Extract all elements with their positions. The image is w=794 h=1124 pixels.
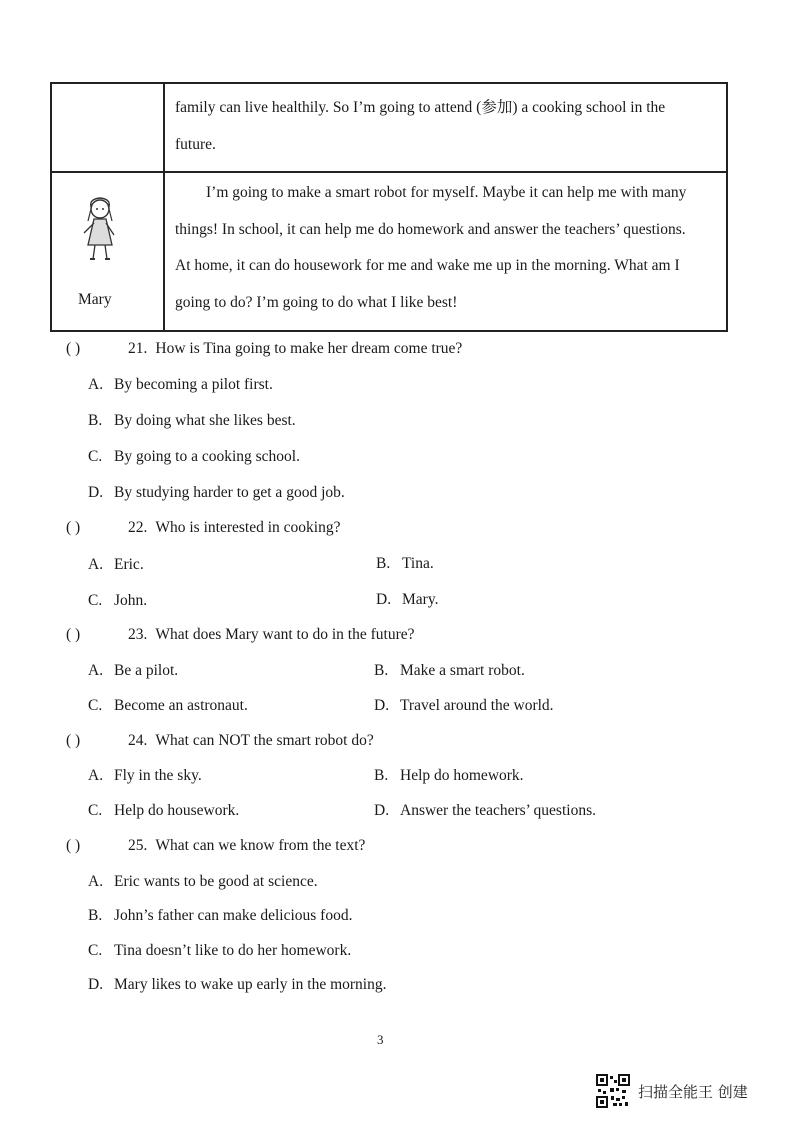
option-a: A. Fly in the sky. — [88, 767, 202, 784]
passage-line: I’m going to make a smart robot for myself. Maybe it can help me with many — [206, 184, 687, 201]
question-text: What can NOT the smart robot do? — [155, 732, 374, 749]
option-c: C. By going to a cooking school. — [88, 448, 300, 465]
question-21 — [66, 340, 462, 358]
question-text: Who is interested in cooking? — [155, 519, 341, 536]
answer-blank[interactable]: ( ) — [66, 626, 81, 643]
answer-blank[interactable]: ( ) — [66, 837, 81, 854]
question-23 — [66, 626, 415, 644]
question-text: What can we know from the text? — [155, 837, 366, 854]
option-d: D. Mary likes to wake up early in the morning. — [88, 976, 387, 993]
passage-line: things! In school, it can help me do homework and answer the teachers’ questions. — [175, 220, 686, 238]
option-b: B. Make a smart robot. — [374, 662, 525, 679]
option-b: B. Help do homework. — [374, 767, 524, 784]
question-22 — [66, 519, 340, 537]
option-a: A. Be a pilot. — [88, 662, 179, 679]
question-number: 25. — [128, 837, 148, 854]
option-a: A. Eric. — [88, 556, 144, 573]
option-a: A. By becoming a pilot first. — [88, 376, 273, 393]
option-d: D. By studying harder to get a good job. — [88, 484, 345, 501]
question-text: How is Tina going to make her dream come true? — [155, 340, 463, 357]
option-a: A. Eric wants to be good at science. — [88, 873, 318, 890]
scanner-watermark — [596, 1074, 748, 1108]
table-row — [52, 171, 726, 330]
option-d: D. Travel around the world. — [374, 697, 554, 714]
option-d: D. Answer the teachers’ questions. — [374, 802, 596, 819]
passage-line: At home, it can do housework for me and wake me up in the morning. What am I — [175, 257, 680, 274]
passage-line: future. — [175, 135, 216, 153]
girl-illustration-icon — [78, 195, 122, 265]
answer-blank[interactable]: ( ) — [66, 340, 81, 357]
option-c: C. Tina doesn’t like to do her homework. — [88, 942, 352, 959]
question-number: 23. — [128, 626, 148, 643]
question-24 — [66, 732, 374, 750]
page-number: 3 — [377, 1032, 384, 1047]
table-row — [52, 84, 726, 171]
question-25 — [66, 837, 365, 855]
option-c: C. Help do housework. — [88, 802, 240, 819]
passage-table — [50, 82, 728, 332]
qr-code-icon — [596, 1074, 630, 1108]
option-c: C. John. — [88, 592, 148, 609]
question-number: 24. — [128, 732, 148, 749]
option-b: B. Tina. — [376, 555, 434, 572]
question-number: 21. — [128, 340, 148, 357]
option-d: D. Mary. — [376, 591, 439, 608]
name-cell — [52, 84, 165, 171]
answer-blank[interactable]: ( ) — [66, 519, 81, 536]
option-b: B. John’s father can make delicious food. — [88, 907, 353, 924]
question-text: What does Mary want to do in the future? — [155, 626, 415, 643]
option-b: B. By doing what she likes best. — [88, 412, 296, 429]
question-number: 22. — [128, 519, 148, 536]
passage-text-cell — [165, 84, 726, 171]
name-cell — [52, 173, 165, 330]
answer-blank[interactable]: ( ) — [66, 732, 81, 749]
scanner-credit: 扫描全能王 创建 — [638, 1082, 748, 1101]
option-c: C. Become an astronaut. — [88, 697, 248, 714]
student-name: Mary — [78, 291, 112, 308]
passage-line: going to do? I’m going to do what I like best! — [175, 293, 458, 311]
passage-text-cell — [165, 173, 726, 330]
passage-line: family can live healthily. So I’m going to attend (参加) a cooking school in the — [175, 99, 666, 116]
